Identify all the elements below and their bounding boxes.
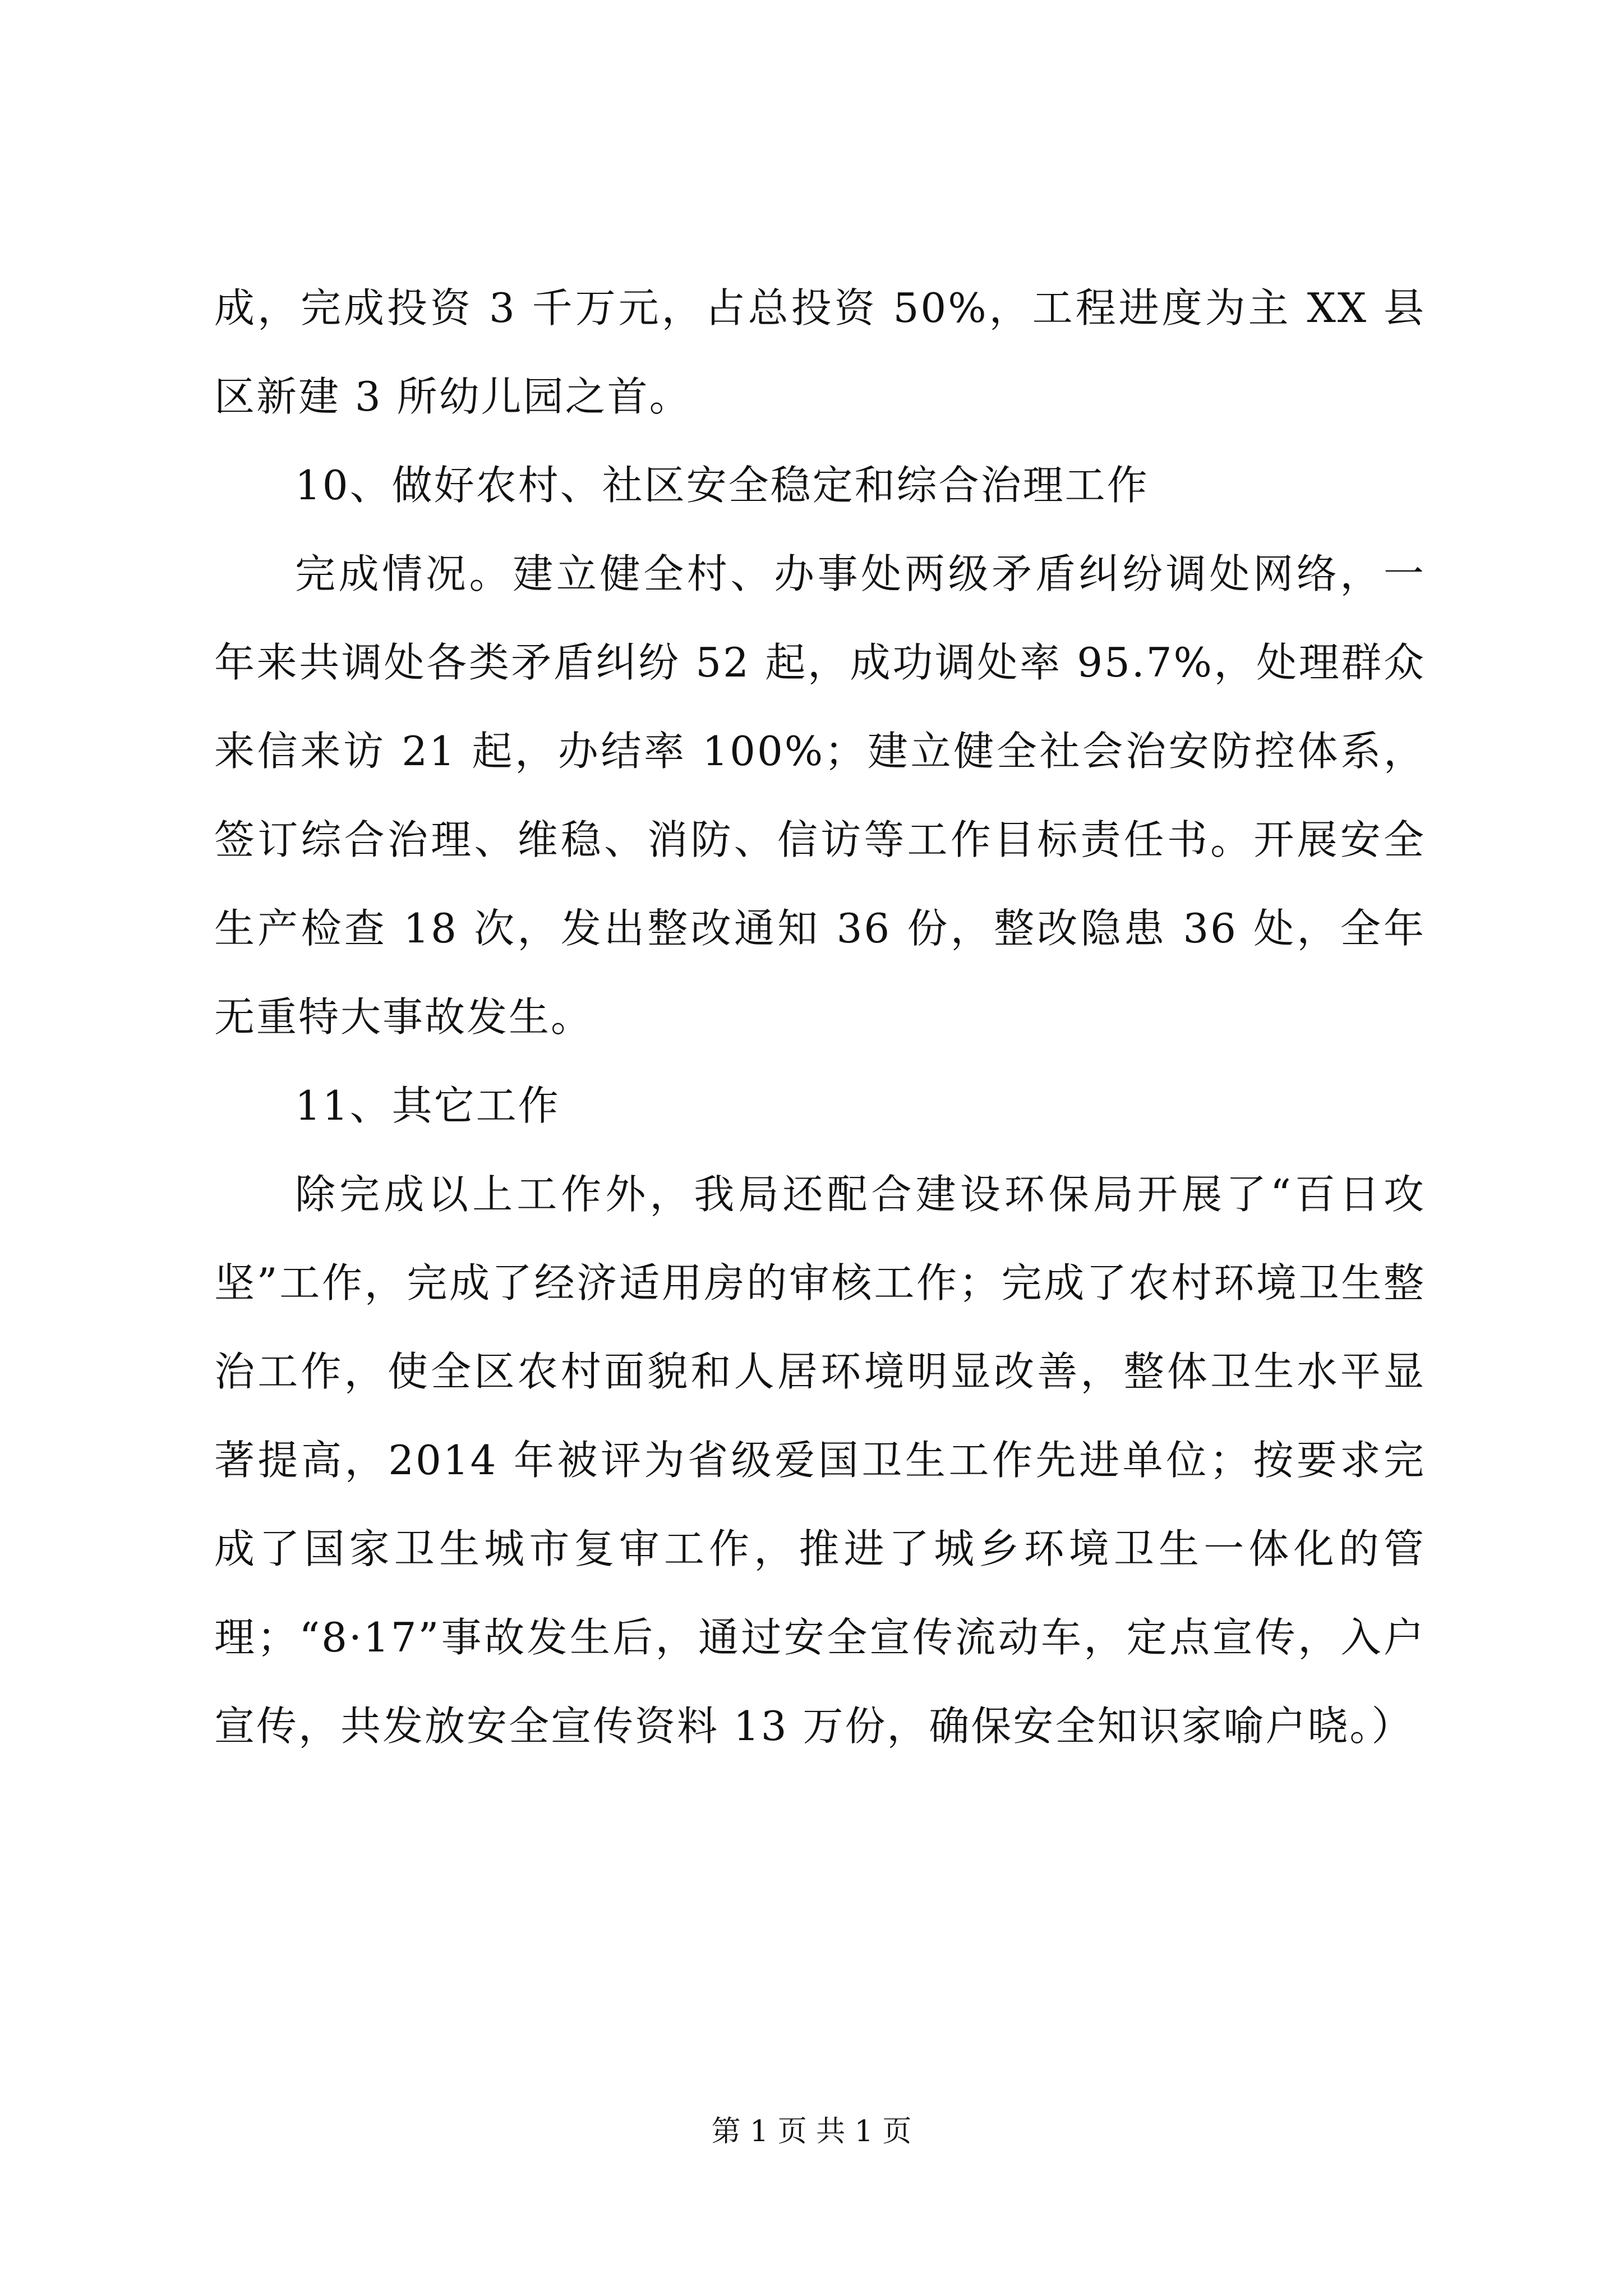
document-body	[214, 264, 1426, 1770]
paragraph-section-11-details: 除完成以上工作外，我局还配合建设环保局开展了“百日攻坚”工作，完成了经济适用房的审核工作；完成了农村环境卫生整治工作，使全区农村面貌和人居环境明显改善，整体卫生水平显著提高，2014 年被评为省级爱国卫生工作先进单位；按要求完成了国家卫生城市复审工作，推进了城乡环境卫生一体化的管理；“8·17”事故发生后，通过安全宣传流动车，定点宣传，入户宣传，共发放安全宣传资料 13 万份，确保安全知识家喻户晓。）	[214, 1171, 1426, 1750]
paragraph-project-progress: 成，完成投资 3 千万元，占总投资 50%，工程进度为主 XX 县区新建 3 所幼儿园之首。	[214, 284, 1426, 420]
heading-section-11: 11、其它工作	[295, 1082, 560, 1129]
heading-section-10: 10、做好农村、社区安全稳定和综合治理工作	[295, 462, 1149, 509]
paragraph-section-10-status: 完成情况。建立健全村、办事处两级矛盾纠纷调处网络，一年来共调处各类矛盾纠纷 52 起，成功调处率 95.7%，处理群众来信来访 21 起，办结率 100%；建立健全社会治安防控体系，签订综合治理、维稳、消防、信访等工作目标责任书。开展安全生产检查 18 次，发出整改通知 36 份，整改隐患 36 处，全年无重特大事故发生。	[214, 550, 1426, 1041]
page-footer: 第 1 页 共 1 页	[711, 2115, 912, 2148]
